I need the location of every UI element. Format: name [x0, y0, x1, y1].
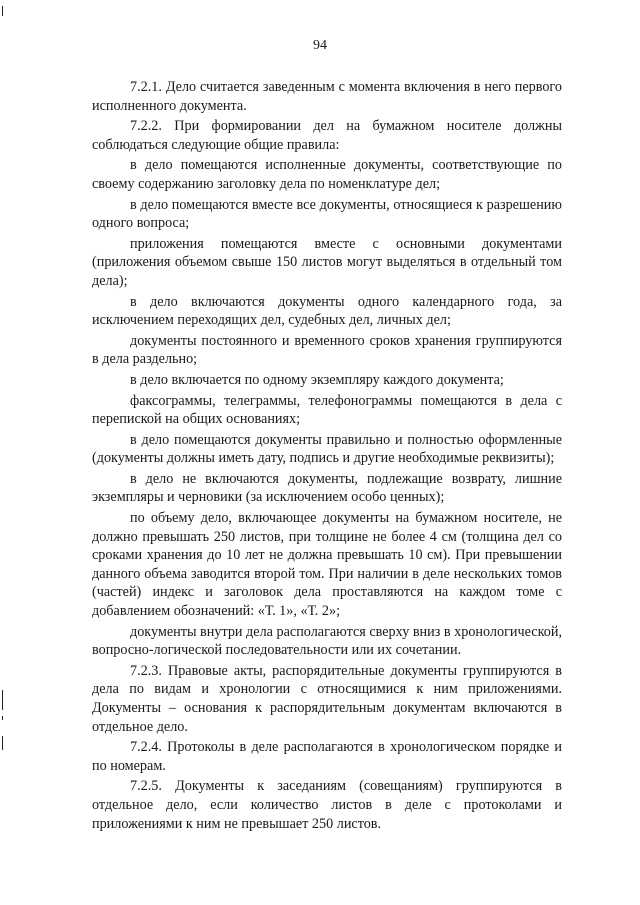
paragraph: факсограммы, телеграммы, телефонограммы помещаются в дела с перепиской на общих основаниях;	[92, 392, 562, 428]
paragraph: в дело помещаются документы правильно и полностью оформленные (документы должны иметь дату, подпись и другие необходимые реквизиты);	[92, 431, 562, 467]
paragraph: 7.2.5. Документы к заседаниям (совещаниям) группируются в отдельное дело, если количество листов в деле с протоколами и приложениями к ним не превышает 250 листов.	[92, 778, 562, 832]
scan-edge-mark	[2, 690, 3, 710]
paragraph: 7.2.4. Протоколы в деле располагаются в хронологическом порядке и по номерам.	[92, 739, 562, 774]
paragraph: в дело не включаются документы, подлежащие возврату, лишние экземпляры и черновики (за исключением особо ценных);	[92, 470, 562, 506]
paragraph: 7.2.2. При формировании дел на бумажном носителе должны соблюдаться следующие общие правила:	[92, 118, 562, 153]
paragraph: в дело помещаются вместе все документы, относящиеся к разрешению одного вопроса;	[92, 196, 562, 232]
page-number: 94	[313, 38, 327, 53]
paragraph: документы внутри дела располагаются сверху вниз в хронологической, вопросно-логической последовательности или их сочетании.	[92, 623, 562, 659]
paragraph: приложения помещаются вместе с основными документами (приложения объемом свыше 150 листов могут выделяться в отдельный том дела);	[92, 235, 562, 289]
paragraph: 7.2.3. Правовые акты, распорядительные документы группируются в дела по видам и хронологии с относящимися к ним приложениями. Документы – основания к распорядительным документам включаются в отдельное дело.	[92, 662, 562, 735]
paragraph: в дело помещаются исполненные документы, соответствующие по своему содержанию заголовку дела по номенклатуре дел;	[92, 157, 562, 192]
paragraph: в дело включаются документы одного календарного года, за исключением переходящих дел, судебных дел, личных дел;	[92, 293, 562, 329]
paragraph: документы постоянного и временного сроков хранения группируются в дела раздельно;	[92, 332, 562, 368]
scan-edge-mark	[2, 6, 3, 16]
document-body	[92, 78, 562, 835]
paragraph: по объему дело, включающее документы на бумажном носителе, не должно превышать 250 листов, при толщине не более 4 см (толщина дел со сроками хранения до 10 лет не должна превышать 10 см). При превышении данного объема заводится второй том. При наличии в деле нескольких томов (частей) индекс и заголовок дела проставляются на каждом томе с добавлением обозначений: «Т. 1», «Т. 2»;	[92, 510, 562, 620]
scan-edge-mark	[2, 716, 3, 720]
paragraph: в дело включается по одному экземпляру каждого документа;	[130, 371, 504, 388]
paragraph: 7.2.1. Дело считается заведенным с момента включения в него первого исполненного документа.	[92, 79, 562, 114]
scan-edge-mark	[2, 736, 3, 750]
